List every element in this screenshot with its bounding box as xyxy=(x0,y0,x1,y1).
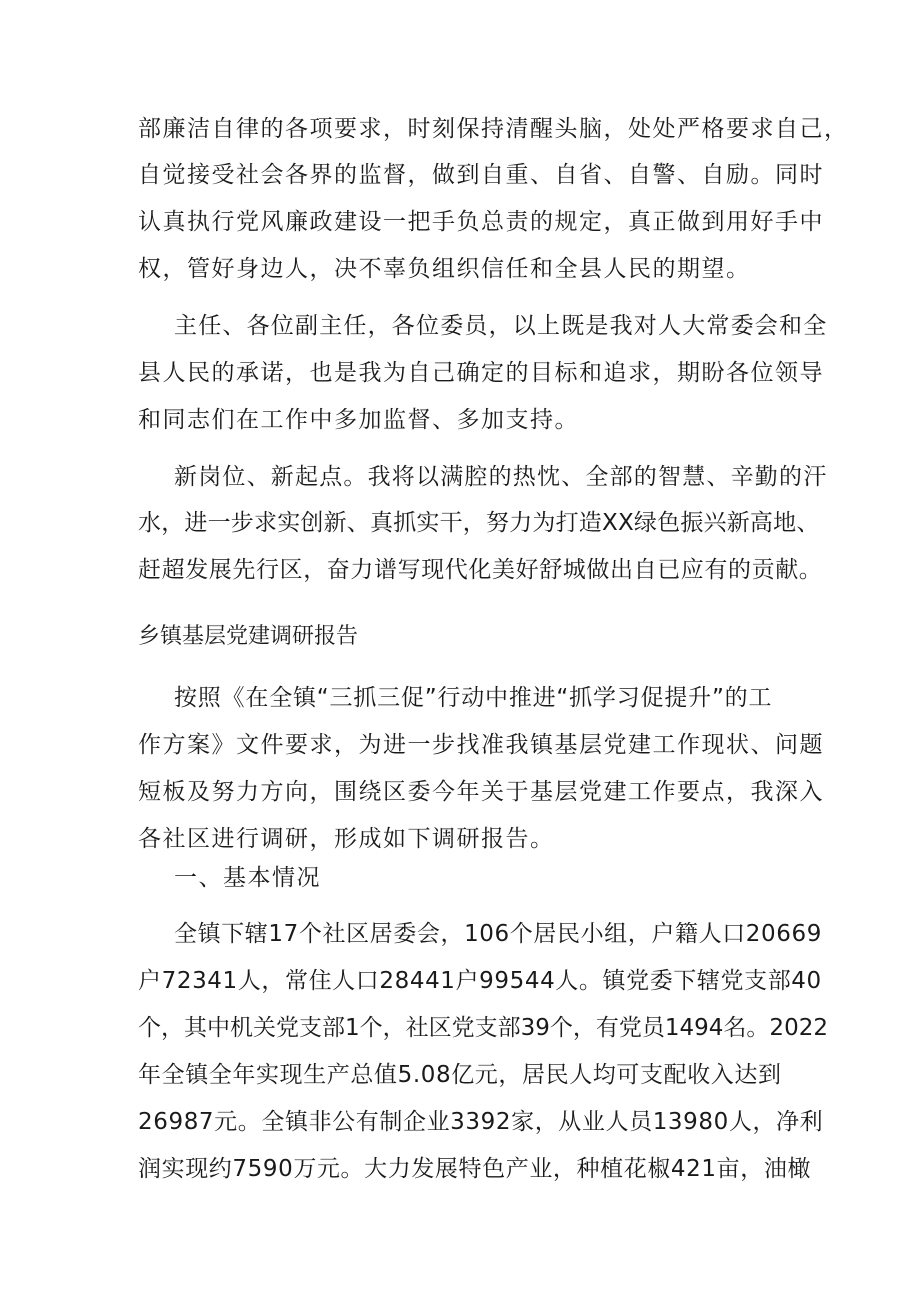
paragraph-line: 润实现约7590万元。大力发展特色产业，种植花椒421亩，油橄 xyxy=(138,1156,812,1182)
paragraph-line: 个，其中机关党支部1个，社区党支部39个，有党员1494名。2022 xyxy=(138,1015,828,1041)
paragraph-line: 和同志们在工作中多加监督、多加支持。 xyxy=(138,407,579,433)
report-title: 乡镇基层党建调研报告 xyxy=(138,624,359,649)
paragraph-line: 自觉接受社会各界的监督，做到自重、自省、自警、自励。同时 xyxy=(138,162,824,188)
paragraph-line: 户72341人，常住人口28441户99544人。镇党委下辖党支部40 xyxy=(138,968,822,994)
paragraph-line: 赶超发展先行区，奋力谱写现代化美好舒城做出自已应有的贡献。 xyxy=(138,557,823,583)
paragraph-line: 26987元。全镇非公有制企业3392家，从业人员13980人，净利 xyxy=(138,1109,824,1135)
paragraph-line: 年全镇全年实现生产总值5.08亿元，居民人均可支配收入达到 xyxy=(138,1062,782,1088)
paragraph-line: 主任、各位副主任，各位委员，以上既是我对人大常委会和全 xyxy=(174,313,828,339)
section-heading: 一、基本情况 xyxy=(174,865,321,891)
paragraph-line: 各社区进行调研，形成如下调研报告。 xyxy=(138,826,555,852)
paragraph-line: 作方案》文件要求，为进一步找准我镇基层党建工作现状、问题 xyxy=(138,732,824,758)
paragraph-line: 按照《在全镇“三抓三促”行动中推进“抓学习促提升”的工 xyxy=(174,685,773,711)
paragraph-line: 部廉洁自律的各项要求，时刻保持清醒头脑，处处严格要求自己， xyxy=(138,116,849,142)
paragraph-line: 短板及努力方向，围绕区委今年关于基层党建工作要点，我深入 xyxy=(138,779,824,805)
paragraph-line: 认真执行党风廉政建设一把手负总责的规定，真正做到用好手中 xyxy=(138,209,824,235)
paragraph-line: 水，进一步求实创新、真抓实干，努力为打造XX绿色振兴新高地、 xyxy=(138,510,820,536)
paragraph-line: 权，管好身边人，决不辜负组织信任和全县人民的期望。 xyxy=(138,256,751,282)
paragraph-line: 全镇下辖17个社区居委会，106个居民小组，户籍人口20669 xyxy=(174,921,822,947)
paragraph-line: 县人民的承诺，也是我为自己确定的目标和追求，期盼各位领导 xyxy=(138,360,824,386)
paragraph-line: 新岗位、新起点。我将以满腔的热忱、全部的智慧、辛勤的汗 xyxy=(174,464,828,490)
